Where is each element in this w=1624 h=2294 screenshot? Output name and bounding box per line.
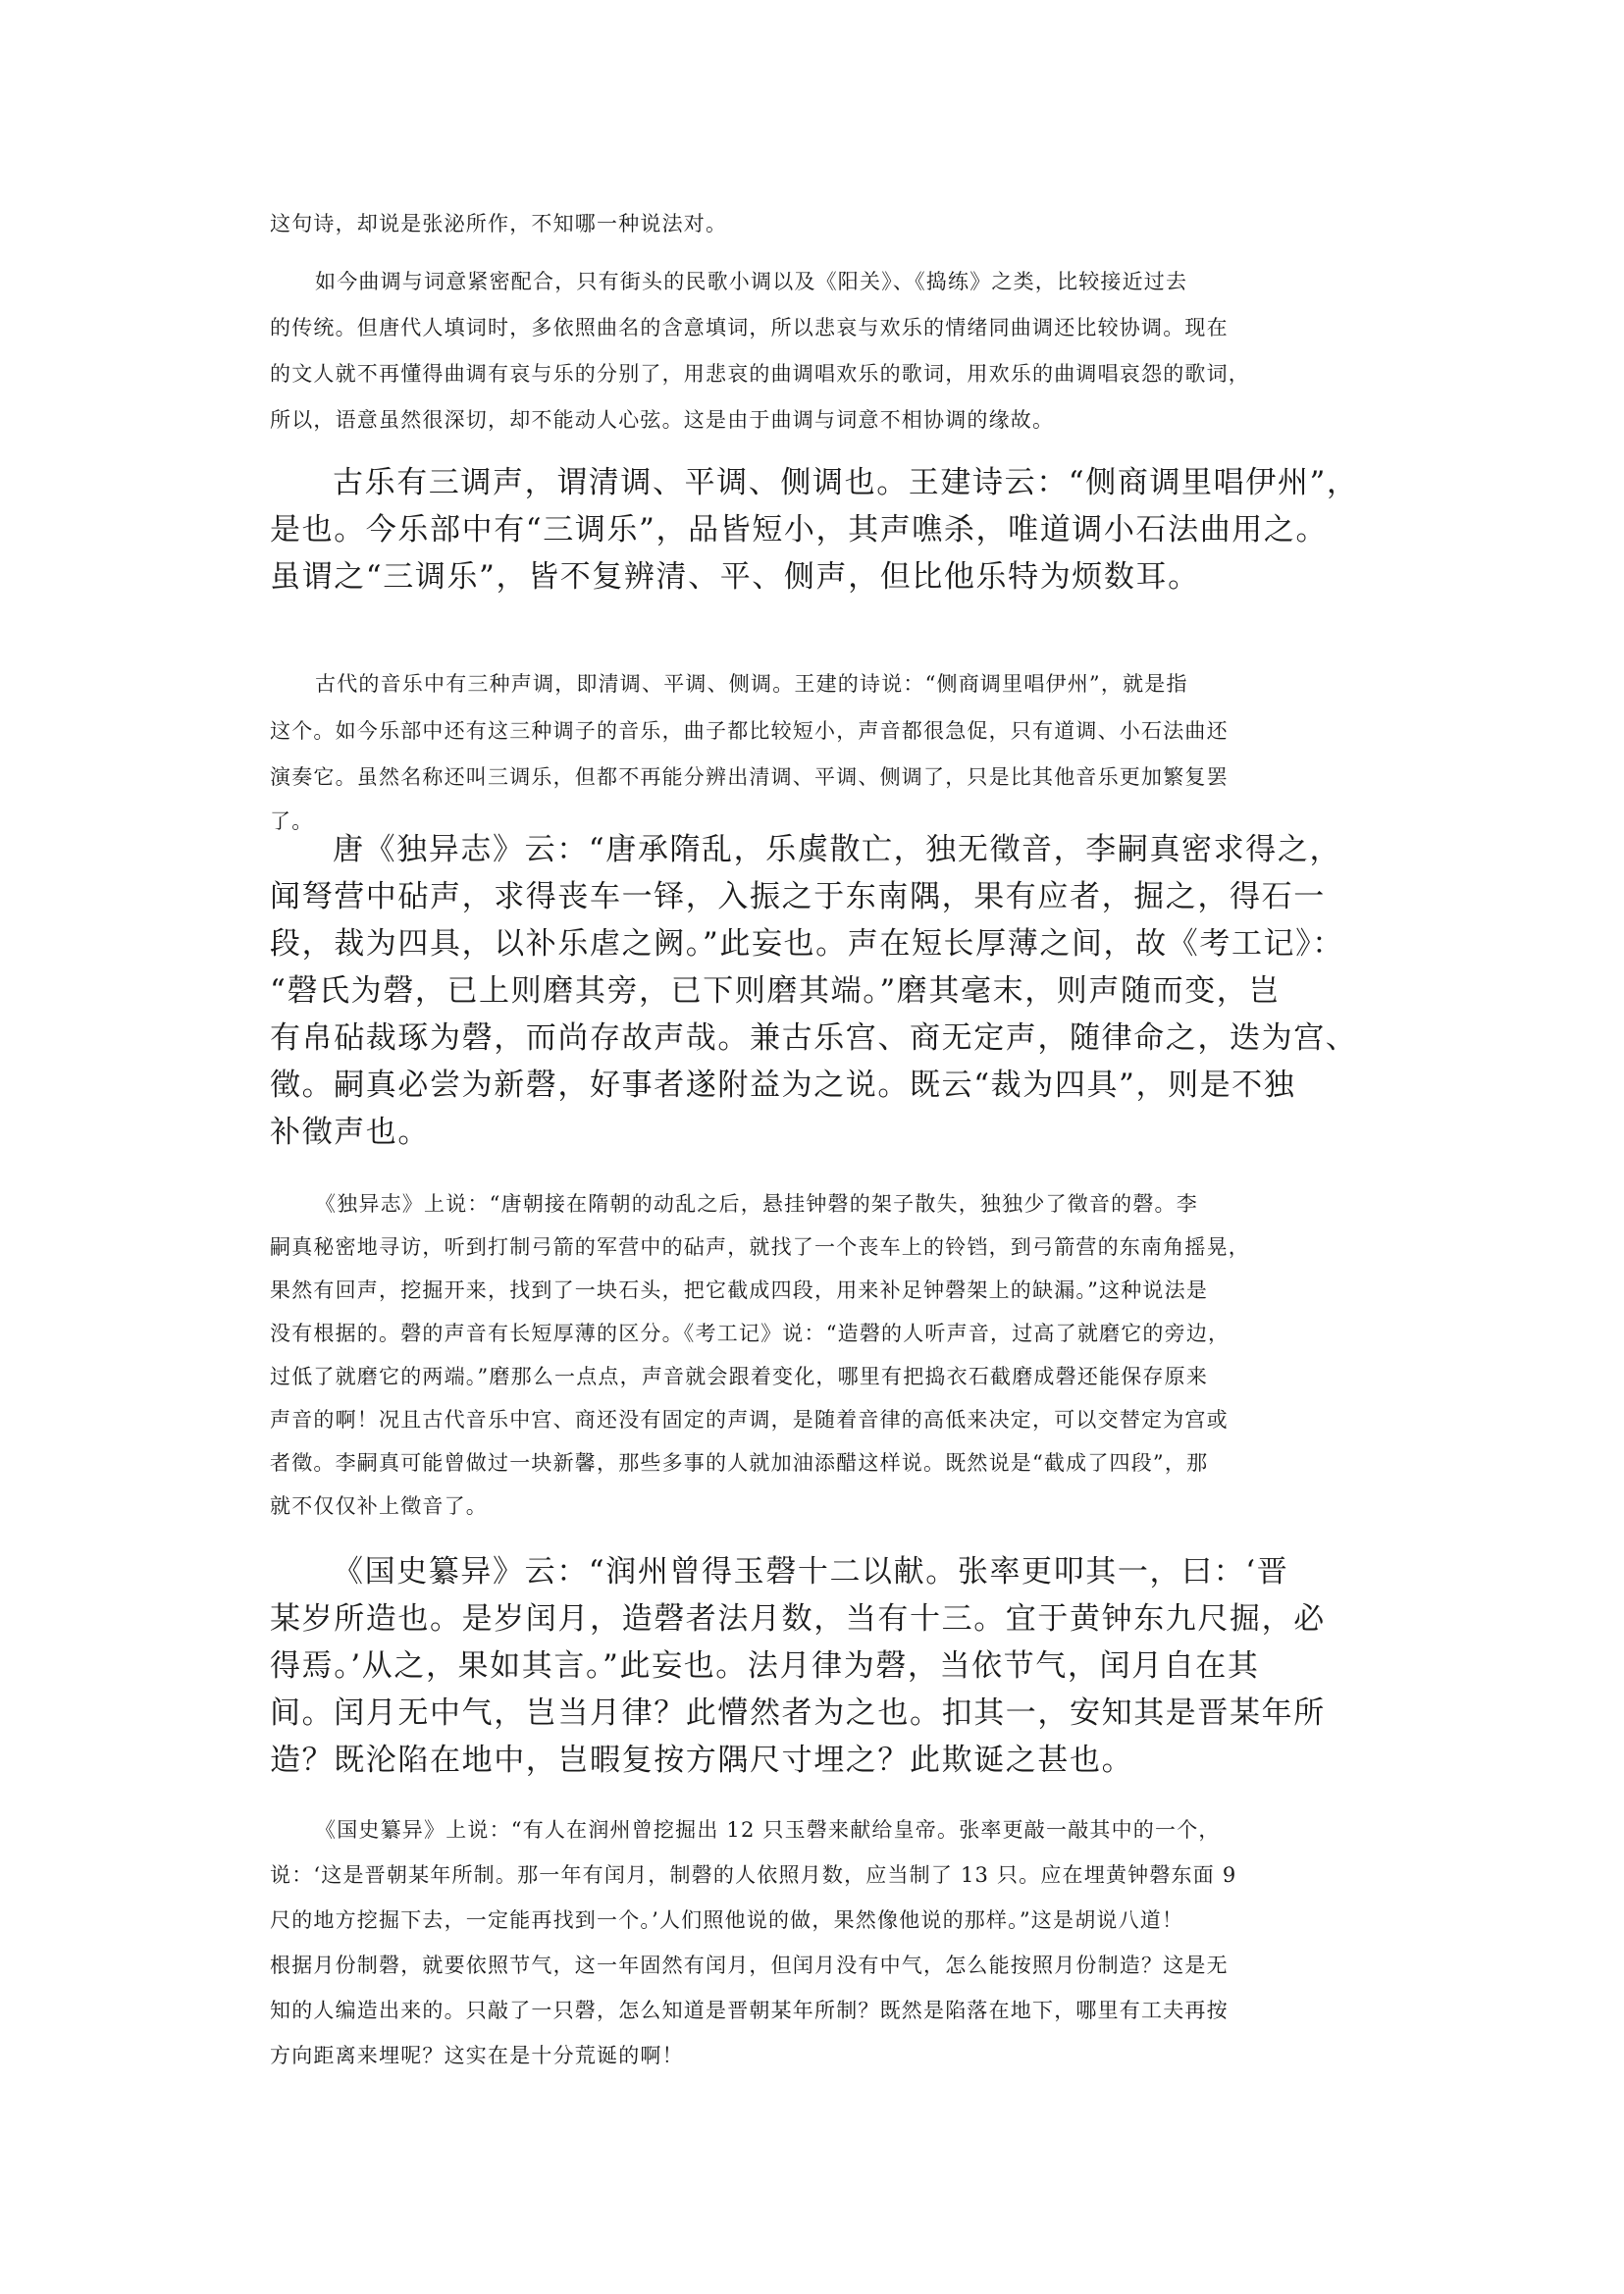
text-line: 知的人编造出来的。只敲了一只磬，怎么知道是晋朝某年所制？既然是陷落在地下，哪里有工夫再按 bbox=[270, 1999, 1229, 2022]
original-text-line: 间。闰月无中气，岂当月律？此懵然者为之也。扣其一，安知其是晋某年所 bbox=[270, 1695, 1326, 1731]
text-line: 了。 bbox=[270, 809, 314, 833]
text-line: 如今曲调与词意紧密配合，只有街头的民歌小调以及《阳关》、《捣练》之类，比较接近过去 bbox=[315, 270, 1188, 293]
text-line: 方向距离来埋呢？这实在是十分荒诞的啊！ bbox=[270, 2044, 684, 2067]
original-text-line: 虽谓之“三调乐”，皆不复辨清、平、侧声，但比他乐特为烦数耳。 bbox=[270, 559, 1200, 595]
text-line: 这个。如今乐部中还有这三种调子的音乐，曲子都比较短小，声音都很急促，只有道调、小石法曲还 bbox=[270, 719, 1229, 743]
original-text-line: 闻弩营中砧声，求得丧车一铎，入振之于东南隅，果有应者，掘之，得石一 bbox=[270, 879, 1326, 914]
text-line: 就不仅仅补上徵音了。 bbox=[270, 1494, 488, 1518]
original-text-line: 是也。今乐部中有“三调乐”，品皆短小，其声噍杀，唯道调小石法曲用之。 bbox=[270, 512, 1329, 547]
original-text-line: 古乐有三调声，谓清调、平调、侧调也。王建诗云：“侧商调里唱伊州”， bbox=[333, 465, 1359, 500]
text-line: 的文人就不再懂得曲调有哀与乐的分别了，用悲哀的曲调唱欢乐的歌词，用欢乐的曲调唱哀怨的歌词， bbox=[270, 362, 1250, 386]
original-text-line: 造？既沦陷在地中，岂暇复按方隅尺寸埋之？此欺诞之甚也。 bbox=[270, 1743, 1134, 1778]
text-line: 者徵。李嗣真可能曾做过一块新馨，那些多事的人就加油添醋这样说。既然说是“截成了四段”，那 bbox=[270, 1451, 1209, 1475]
text-line: 《国史纂异》上说：“有人在润州曾挖掘出 12 只玉磬来献给皇帝。张率更敲一敲其中的一个， bbox=[315, 1818, 1221, 1842]
text-line: 嗣真秘密地寻访，听到打制弓箭的军营中的砧声，就找了一个丧车上的铃铛，到弓箭营的东南角摇晃， bbox=[270, 1235, 1250, 1259]
text-line: 古代的音乐中有三种声调，即清调、平调、侧调。王建的诗说：“侧商调里唱伊州”，就是指 bbox=[315, 672, 1188, 696]
text-line: 所以，语意虽然很深切，却不能动人心弦。这是由于曲调与词意不相协调的缘故。 bbox=[270, 408, 1055, 432]
original-text-line: 段，裁为四具，以补乐虐之阙。”此妄也。声在短长厚薄之间，故《考工记》： bbox=[270, 926, 1344, 962]
text-line: 声音的啊！况且古代音乐中宫、商还没有固定的声调，是随着音律的高低来决定，可以交替定为宫或 bbox=[270, 1408, 1229, 1432]
text-line: 没有根据的。磬的声音有长短厚薄的区分。《考工记》说：“造磬的人听声音，过高了就磨它的旁边， bbox=[270, 1322, 1231, 1345]
text-line: 尺的地方挖掘下去，一定能再找到一个。’人们照他说的做，果然像他说的那样。”这是胡说八道！ bbox=[270, 1908, 1184, 1932]
text-line: 过低了就磨它的两端。”磨那么一点点，声音就会跟着变化，哪里有把捣衣石截磨成磬还能保存原来 bbox=[270, 1365, 1209, 1388]
text-line: 果然有回声，挖掘开来，找到了一块石头，把它截成四段，用来补足钟磬架上的缺漏。”这种说法是 bbox=[270, 1278, 1209, 1302]
text-line: 演奏它。虽然名称还叫三调乐，但都不再能分辨出清调、平调、侧调了，只是比其他音乐更加繁复罢 bbox=[270, 765, 1229, 789]
original-text-line: 有帛砧裁琢为磬，而尚存故声哉。兼古乐宫、商无定声，随律命之，迭为宫、 bbox=[270, 1020, 1358, 1056]
text-line: 这句诗，却说是张泌所作，不知哪一种说法对。 bbox=[270, 212, 728, 235]
text-line: 《独异志》上说：“唐朝接在隋朝的动乱之后，悬挂钟磬的架子散失，独独少了徵音的磬。李 bbox=[315, 1192, 1198, 1216]
original-text-line: 得焉。’从之，果如其言。”此妄也。法月律为磬，当依节气，闰月自在其 bbox=[270, 1648, 1260, 1684]
text-line: 的传统。但唐代人填词时，多依照曲名的含意填词，所以悲哀与欢乐的情绪同曲调还比较协调。现在 bbox=[270, 316, 1229, 339]
original-text-line: 《国史纂异》云：“润州曾得玉磬十二以献。张率更叩其一，曰：‘晋 bbox=[333, 1554, 1289, 1590]
original-text-line: 某岁所造也。是岁闰月，造磬者法月数，当有十三。宜于黄钟东九尺掘，必 bbox=[270, 1601, 1326, 1637]
text-line: 根据月份制磬，就要依照节气，这一年固然有闰月，但闰月没有中气，怎么能按照月份制造？这是无 bbox=[270, 1954, 1229, 1977]
text-line: 说：‘这是晋朝某年所制。那一年有闰月，制磬的人依照月数，应当制了 13 只。应在埋黄钟磬东面 9 bbox=[270, 1863, 1237, 1887]
original-text-line: 徵。嗣真必尝为新磬，好事者遂附益为之说。既云“裁为四具”，则是不独 bbox=[270, 1068, 1296, 1103]
original-text-line: 唐《独异志》云：“唐承隋乱，乐虡散亡，独无徵音，李嗣真密求得之， bbox=[333, 832, 1342, 867]
original-text-line: “磬氏为磬，已上则磨其旁，已下则磨其端。”磨其毫末，则声随而变，岂 bbox=[270, 973, 1281, 1009]
original-text-line: 补徵声也。 bbox=[270, 1115, 430, 1150]
